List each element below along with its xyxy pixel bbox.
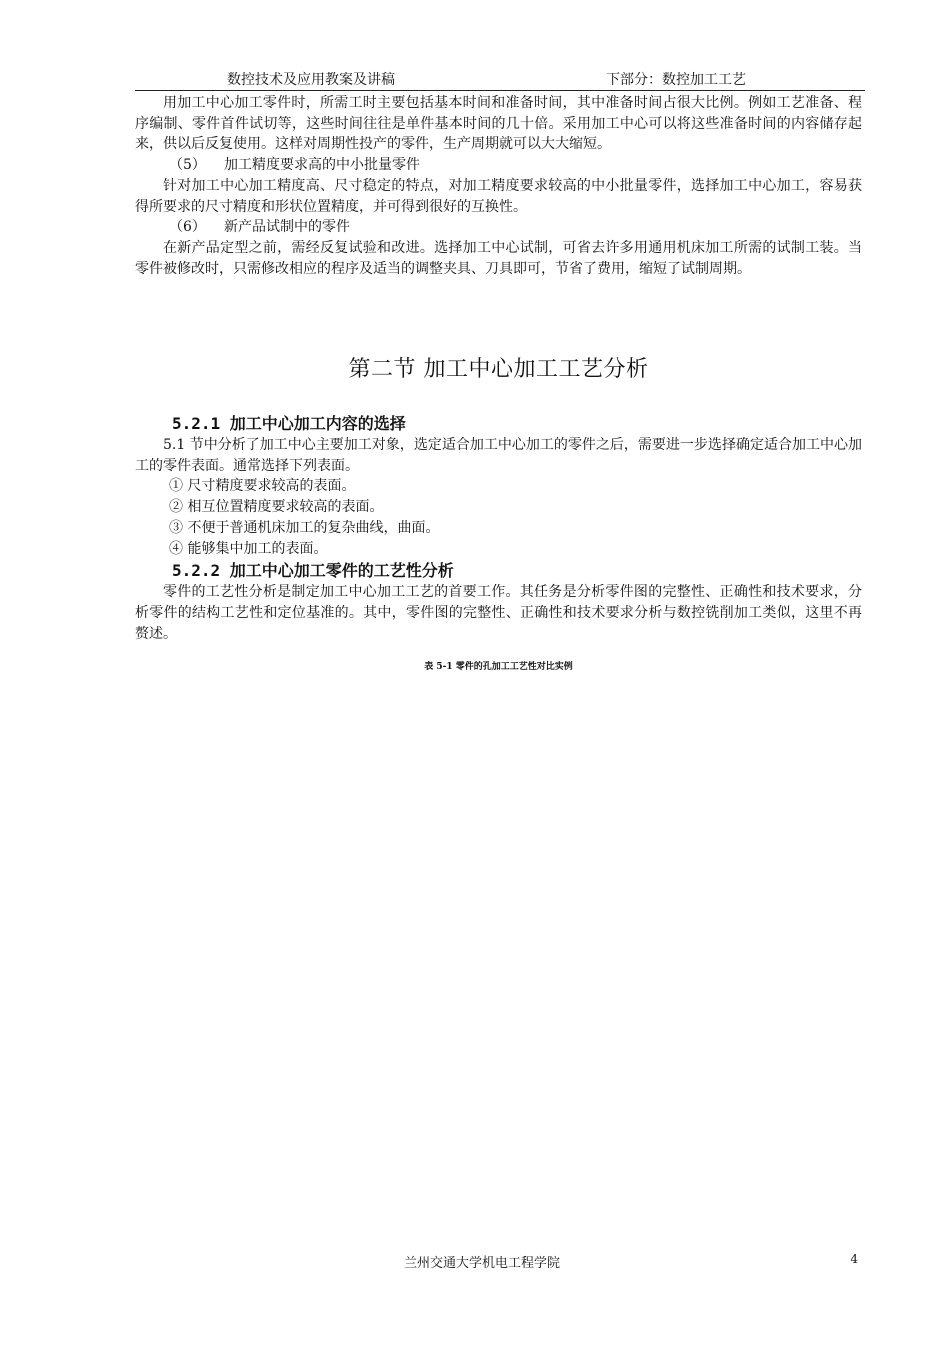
surface-list-item: ④ 能够集中加工的表面。 [169, 540, 328, 557]
body-bottom [135, 412, 862, 644]
body-top [135, 93, 862, 279]
surface-list-item: ③ 不便于普通机床加工的复杂曲线，曲面。 [169, 519, 440, 536]
subsection-5-2-1-paragraph: 5.1 节中分析了加工中心主要加工对象，选定适合加工中心加工的零件之后，需要进一步选择确定适合加工中心加工的零件表面。通常选择下列表面。 [135, 437, 862, 474]
subsection-heading-5-2-1: 5.2.1 加工中心加工内容的选择 [172, 414, 406, 433]
list-item-6-number: （6） [169, 219, 206, 236]
section-title: 第二节 加工中心加工工艺分析 [348, 357, 649, 382]
table-caption: 表 5-1 零件的孔加工工艺性对比实例 [424, 662, 573, 672]
subsection-heading-5-2-2: 5.2.2 加工中心加工零件的工艺性分析 [172, 561, 454, 581]
list-item-5 [135, 155, 862, 176]
header-course-title: 数控技术及应用教案及讲稿 [227, 72, 395, 88]
surface-list-item: ① 尺寸精度要求较高的表面。 [169, 478, 356, 495]
header-part-title: 下部分：数控加工工艺 [606, 72, 746, 88]
list-item-6 [135, 217, 862, 238]
subsection-5-2-2-paragraph: 零件的工艺性分析是制定加工中心加工工艺的首要工作。其任务是分析零件图的完整性、正确性和技术要求，分析零件的结构工艺性和定位基准的。其中，零件图的完整性、正确性和技术要求分析与数控铣削加工类似，这里不再赘述。 [135, 584, 862, 642]
page-number: 4 [850, 1252, 858, 1266]
intro-paragraph: 用加工中心加工零件时，所需工时主要包括基本时间和准备时间，其中准备时间占很大比例。例如工艺准备、程序编制、零件首件试切等，这些时间往往是单件基本时间的几十倍。采用加工中心可以将这些准备时间的内容储存起来，供以后反复使用。这样对周期性投产的零件，生产周期就可以大大缩短。 [135, 95, 862, 153]
page-header [135, 68, 865, 91]
list-item-5-number: （5） [169, 157, 206, 174]
list-item-5-title: 加工精度要求高的中小批量零件 [224, 157, 420, 174]
footer-institution: 兰州交通大学机电工程学院 [403, 1256, 560, 1271]
surface-list-item: ② 相互位置精度要求较高的表面。 [169, 499, 384, 516]
list-item-6-title: 新产品试制中的零件 [224, 219, 350, 236]
list-item-5-paragraph: 针对加工中心加工精度高、尺寸稳定的特点，对加工精度要求较高的中小批量零件，选择加工中心加工，容易获得所要求的尺寸精度和形状位置精度，并可得到很好的互换性。 [135, 177, 862, 215]
list-item-6-paragraph: 在新产品定型之前，需经反复试验和改进。选择加工中心试制，可省去许多用通用机床加工所需的试制工装。当零件被修改时，只需修改相应的程序及适当的调整夹具、刀具即可，节省了费用，缩短了试制周期。 [135, 239, 862, 277]
